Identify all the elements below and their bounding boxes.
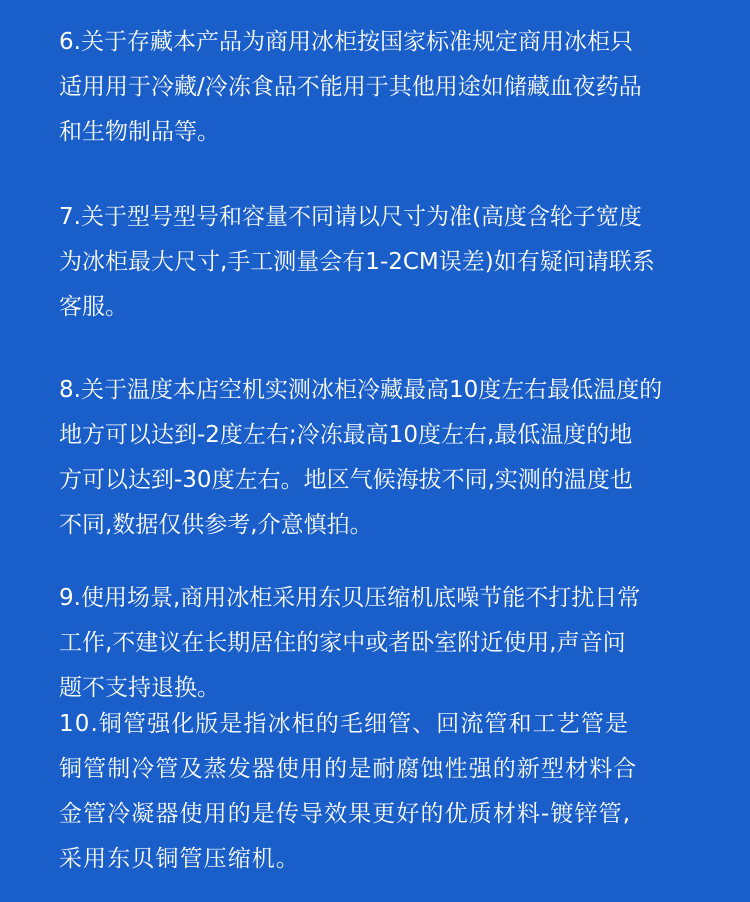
note-model-size xyxy=(59,195,699,330)
note-line: 和生物制品等。 xyxy=(59,119,220,145)
note-line: 9.使用场景,商用冰柜采用东贝压缩机底噪节能不打扰日常 xyxy=(59,585,641,611)
note-line: 不同,数据仅供参考,介意慎拍。 xyxy=(59,512,373,538)
note-line: 适用用于冷藏/冷冻食品不能用于其他用途如储藏血夜药品 xyxy=(59,74,642,100)
note-temperature xyxy=(59,368,699,548)
note-line: 客服。 xyxy=(59,294,128,320)
note-line: 为冰柜最大尺寸,手工测量会有1-2CM误差)如有疑问请联系 xyxy=(59,249,655,275)
note-line: 方可以达到-30度左右。地区气候海拔不同,实测的温度也 xyxy=(59,467,633,493)
note-line: 10.铜管强化版是指冰柜的毛细管、回流管和工艺管是 xyxy=(59,711,630,737)
note-line: 题不支持退换。 xyxy=(59,675,220,701)
note-line: 采用东贝铜管压缩机。 xyxy=(59,846,300,872)
note-line: 7.关于型号型号和容量不同请以尺寸为准(高度含轮子宽度 xyxy=(59,204,642,230)
note-line: 8.关于温度本店空机实测冰柜冷藏最高10度左右最低温度的 xyxy=(59,377,663,403)
note-line: 铜管制冷管及蒸发器使用的是耐腐蚀性强的新型材料合 xyxy=(59,756,638,782)
note-line: 6.关于存藏本产品为商用冰柜按国家标准规定商用冰柜只 xyxy=(59,29,633,55)
note-line: 工作,不建议在长期居住的家中或者卧室附近使用,声音问 xyxy=(59,630,626,656)
note-storage-usage xyxy=(59,20,699,155)
note-copper-tube xyxy=(59,702,699,882)
note-line: 地方可以达到-2度左右;冷冻最高10度左右,最低温度的地 xyxy=(59,422,633,448)
note-usage-scenario xyxy=(59,576,699,711)
note-line: 金管冷凝器使用的是传导效果更好的优质材料-镀锌管, xyxy=(59,801,632,827)
